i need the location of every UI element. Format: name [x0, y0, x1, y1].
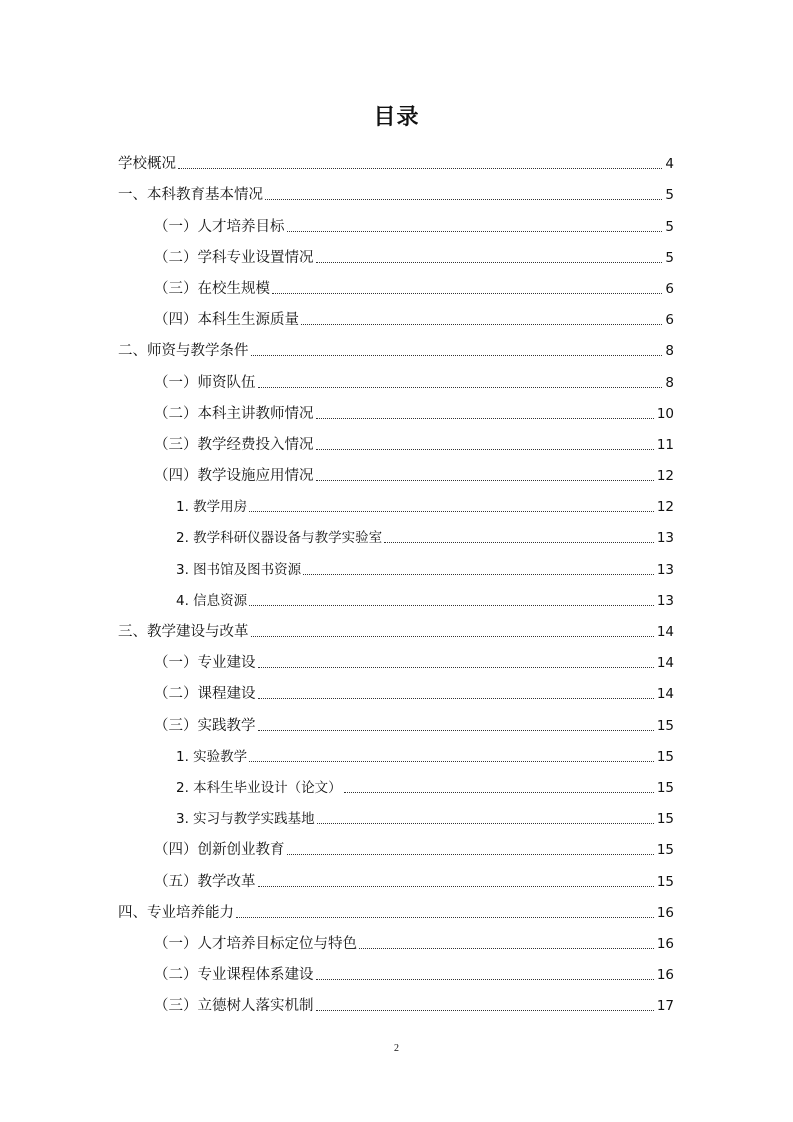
toc-entry-page-number: 13 — [656, 592, 674, 609]
toc-entry[interactable] — [118, 236, 674, 267]
toc-list — [118, 142, 674, 1015]
toc-entry-page-number: 11 — [656, 436, 674, 453]
toc-entry-label: （二）专业课程体系建设 — [154, 967, 314, 984]
dot-leader — [303, 574, 654, 575]
toc-entry[interactable] — [118, 797, 674, 828]
toc-entry-label: 四、专业培养能力 — [118, 904, 234, 921]
dot-leader — [249, 511, 654, 512]
toc-entry-label: 3. 实习与教学实践基地 — [176, 811, 315, 828]
dot-leader — [317, 823, 654, 824]
toc-entry-page-number: 16 — [656, 967, 674, 984]
toc-entry-label: （五）教学改革 — [154, 873, 256, 890]
toc-entry-page-number: 14 — [656, 624, 674, 640]
dot-leader — [251, 636, 654, 637]
toc-entry-page-number: 5 — [665, 249, 674, 266]
toc-entry-page-number: 14 — [656, 655, 674, 672]
dot-leader — [287, 854, 654, 855]
toc-entry[interactable] — [118, 672, 674, 703]
toc-entry-page-number: 10 — [656, 405, 674, 422]
toc-entry-page-number: 15 — [656, 748, 674, 765]
dot-leader — [272, 293, 662, 294]
dot-leader — [316, 418, 654, 419]
toc-entry-page-number: 15 — [656, 873, 674, 890]
toc-entry-label: （一）专业建设 — [154, 655, 256, 672]
dot-leader — [301, 324, 662, 325]
dot-leader — [316, 262, 663, 263]
toc-entry[interactable] — [118, 423, 674, 454]
dot-leader — [344, 792, 654, 793]
toc-entry[interactable] — [118, 360, 674, 391]
toc-entry-page-number: 17 — [656, 998, 674, 1015]
toc-entry-label: （一）师资队伍 — [154, 374, 256, 391]
toc-entry[interactable] — [118, 641, 674, 672]
toc-entry-page-number: 6 — [665, 312, 674, 329]
toc-entry-page-number: 8 — [665, 343, 674, 360]
toc-entry-label: 一、本科教育基本情况 — [118, 187, 263, 204]
toc-entry-page-number: 15 — [656, 811, 674, 828]
toc-entry-page-number: 15 — [656, 717, 674, 734]
toc-entry-page-number: 4 — [665, 156, 674, 173]
toc-entry-page-number: 14 — [656, 686, 674, 703]
toc-entry[interactable] — [118, 516, 674, 547]
toc-entry-label: 1. 教学用房 — [176, 499, 248, 516]
toc-entry-page-number: 5 — [665, 187, 674, 204]
dot-leader — [316, 1010, 654, 1011]
toc-entry-page-number: 6 — [665, 280, 674, 297]
toc-entry[interactable] — [118, 329, 674, 360]
dot-leader — [251, 355, 663, 356]
dot-leader — [316, 449, 654, 450]
dot-leader — [316, 979, 654, 980]
toc-entry[interactable] — [118, 891, 674, 922]
toc-entry-page-number: 15 — [656, 779, 674, 796]
toc-entry-page-number: 15 — [656, 842, 674, 859]
toc-entry-label: 二、师资与教学条件 — [118, 343, 249, 360]
toc-entry-page-number: 12 — [656, 468, 674, 485]
toc-entry[interactable] — [118, 922, 674, 953]
dot-leader — [249, 605, 654, 606]
page-number: 2 — [394, 1043, 399, 1054]
dot-leader — [359, 948, 654, 949]
toc-entry-label: （二）本科主讲教师情况 — [154, 405, 314, 422]
toc-entry[interactable] — [118, 142, 674, 173]
toc-entry-label: （一）人才培养目标定位与特色 — [154, 935, 357, 952]
toc-entry[interactable] — [118, 953, 674, 984]
dot-leader — [258, 730, 654, 731]
toc-entry-label: （四）本科生生源质量 — [154, 312, 299, 329]
toc-entry-page-number: 8 — [665, 374, 674, 391]
toc-entry[interactable] — [118, 485, 674, 516]
toc-entry-label: （三）实践教学 — [154, 717, 256, 734]
toc-entry[interactable] — [118, 454, 674, 485]
toc-entry-label: （四）创新创业教育 — [154, 842, 285, 859]
toc-entry[interactable] — [118, 735, 674, 766]
dot-leader — [258, 886, 654, 887]
toc-entry[interactable] — [118, 828, 674, 859]
toc-entry-label: 2. 本科生毕业设计（论文） — [176, 779, 342, 796]
toc-entry-label: （四）教学设施应用情况 — [154, 468, 314, 485]
toc-entry[interactable] — [118, 984, 674, 1015]
toc-entry-label: 2. 教学科研仪器设备与教学实验室 — [176, 530, 383, 547]
dot-leader — [236, 917, 654, 918]
toc-entry[interactable] — [118, 392, 674, 423]
toc-entry-page-number: 13 — [656, 530, 674, 547]
dot-leader — [178, 168, 662, 169]
toc-entry-label: 3. 图书馆及图书资源 — [176, 561, 302, 578]
toc-entry-label: （三）在校生规模 — [154, 280, 270, 297]
dot-leader — [265, 199, 662, 200]
toc-entry-label: 学校概况 — [118, 156, 176, 173]
toc-entry-label: （二）课程建设 — [154, 686, 256, 703]
toc-title: 目录 — [373, 105, 420, 130]
toc-entry-page-number: 12 — [656, 499, 674, 516]
dot-leader — [384, 542, 654, 543]
toc-entry-label: （三）立德树人落实机制 — [154, 998, 314, 1015]
dot-leader — [316, 480, 654, 481]
dot-leader — [258, 667, 654, 668]
toc-entry-page-number: 5 — [665, 218, 674, 235]
dot-leader — [258, 387, 663, 388]
toc-entry[interactable] — [118, 859, 674, 890]
toc-entry-label: 三、教学建设与改革 — [118, 624, 249, 640]
toc-entry-page-number: 16 — [656, 904, 674, 921]
dot-leader — [287, 231, 663, 232]
toc-entry[interactable] — [118, 766, 674, 797]
toc-entry[interactable] — [118, 703, 674, 734]
toc-entry-label: （一）人才培养目标 — [154, 218, 285, 235]
dot-leader — [258, 698, 654, 699]
toc-entry[interactable] — [118, 204, 674, 235]
toc-entry-page-number: 16 — [656, 935, 674, 952]
toc-entry-page-number: 13 — [656, 561, 674, 578]
toc-entry[interactable] — [118, 547, 674, 578]
toc-entry[interactable] — [118, 610, 674, 641]
toc-entry[interactable] — [118, 267, 674, 298]
toc-entry-label: 1. 实验教学 — [176, 748, 248, 765]
toc-entry-label: （二）学科专业设置情况 — [154, 249, 314, 266]
toc-entry-label: （三）教学经费投入情况 — [154, 436, 314, 453]
toc-entry[interactable] — [118, 173, 674, 204]
toc-entry[interactable] — [118, 298, 674, 329]
toc-entry[interactable] — [118, 579, 674, 610]
toc-entry-label: 4. 信息资源 — [176, 592, 248, 609]
dot-leader — [249, 761, 654, 762]
